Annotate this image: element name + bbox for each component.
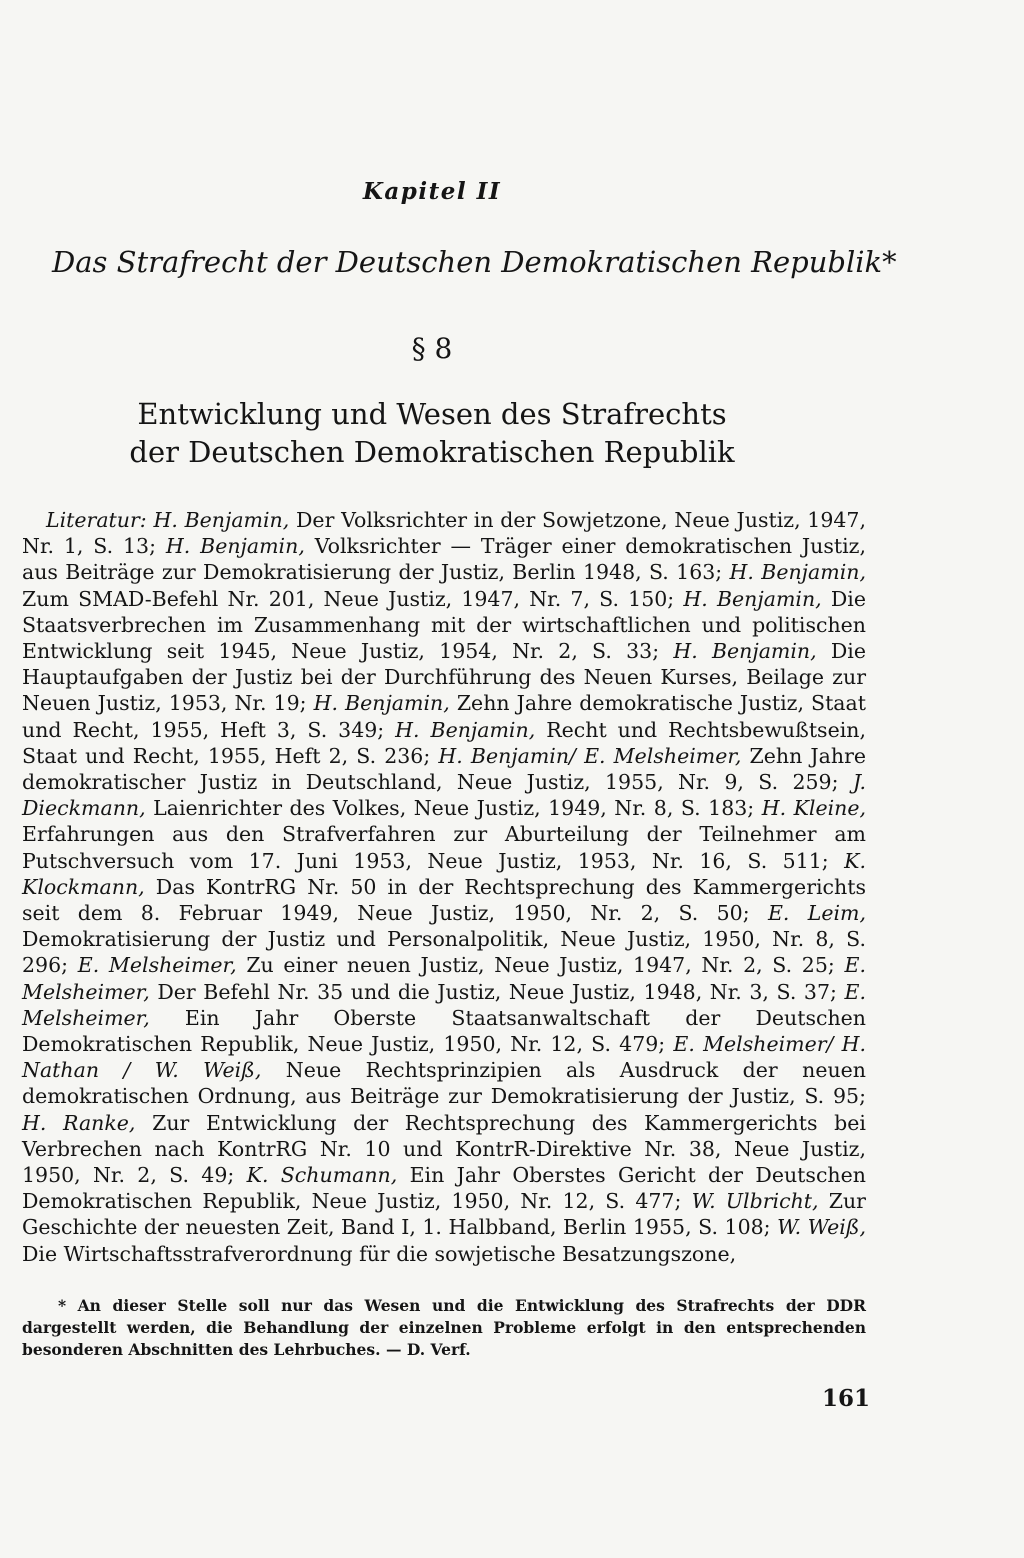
chapter-title: Das Strafrecht der Deutschen Demokratischen Republik* [52, 245, 897, 279]
literature-entry-text: Der Befehl Nr. 35 und die Justiz, Neue Justiz, 1948, Nr. 3, S. 37; [157, 979, 837, 1004]
literature-entry-author: H. Benjamin, [683, 586, 822, 611]
literature-entry-author: H. Benjamin, [729, 560, 866, 585]
literature-entry-author: H. Ranke, [22, 1110, 136, 1135]
literature-entry-author: W. Weiß, [777, 1215, 866, 1240]
literature-entry-text: Volksrichter — Träger einer demokratischen Justiz, aus Beiträge zur Demokratisierung der Justiz, Berlin 1948, S. 163; [22, 534, 866, 585]
literature-entry-text: Zu einer neuen Justiz, Neue Justiz, 1947, Nr. 2, S. 25; [246, 953, 835, 978]
section-title-line-1: Entwicklung und Wesen des Strafrechts [137, 397, 727, 431]
section-title-line-2: der Deutschen Demokratischen Republik [129, 435, 735, 469]
literature-entry-text: Die Wirtschaftsstrafverordnung für die sowjetische Besatzungszone, [22, 1241, 737, 1266]
chapter-label: Kapitel II [362, 178, 502, 205]
literature-entry-text: Neue Rechtsprinzipien als Ausdruck der neuen demokratischen Ordnung, aus Beiträge zur Demokratisierung der Justiz, S. 95; [22, 1058, 866, 1109]
literature-entry [68, 953, 835, 977]
literature-entry-text: Zehn Jahre demokratischer Justiz in Deutschland, Neue Justiz, 1955, Nr. 9, S. 259; [22, 743, 867, 795]
literature-entry-text: Zur Geschichte der neuesten Zeit, Band I, 1. Halbband, Berlin 1955, S. 108; [22, 1189, 866, 1240]
page-number: 161 [822, 1385, 871, 1412]
literature-entry-text: Zum SMAD-Befehl Nr. 201, Neue Justiz, 1947, Nr. 7, S. 150; [22, 586, 675, 611]
literature-entry-author: K. Schumann, [246, 1163, 398, 1188]
literature-entry-author: H. Kleine, [761, 796, 866, 821]
literature-entry-text: Recht und Rechtsbewußtsein, Staat und Recht, 1955, Heft 2, S. 236; [22, 717, 866, 768]
literature-entry-author: J. Dieckmann, [22, 770, 866, 821]
literature-entry-text: Ein Jahr Oberstes Gericht der Deutschen Demokratischen Republik, Neue Justiz, 1950, Nr. 12, S. 477; [22, 1163, 866, 1214]
literature-entry-author: E. Melsheimer, [22, 979, 866, 1030]
literature-entry-text: Die Hauptaufgaben der Justiz bei der Durchführung des Neuen Kurses, Beilage zur Neuen Justiz, 1953, Nr. 19; [22, 639, 866, 716]
footnote: * An dieser Stelle soll nur das Wesen und die Entwicklung des Strafrechts der DDR dargestellt werden, die Behandlung der einzelnen Probleme erfolgt in den entsprechenden besonderen Abschnitten des Lehrbuches. — D. Verf. [22, 1296, 866, 1359]
literature-entry-author: E. Melsheimer, [77, 953, 237, 978]
literature-entry-text: Laienrichter des Volkes, Neue Justiz, 1949, Nr. 8, S. 183; [153, 796, 755, 821]
literature-entry-author: E. Melsheimer, [22, 953, 866, 1004]
literature-entry-text: Demokratisierung der Justiz und Personalpolitik, Neue Justiz, 1950, Nr. 8, S. 296; [22, 927, 866, 978]
literature-entry-text: Zehn Jahre demokratische Justiz, Staat und Recht, 1955, Heft 3, S. 349; [22, 691, 866, 742]
literature-entry-author: K. Klockmann, [22, 848, 866, 899]
literature-entry-text: Zur Entwicklung der Rechtsprechung des Kammergerichts bei Verbrechen nach KontrRG Nr. 10 und KontrR-Direktive Nr. 38, Neue Justiz, 1950, Nr. 2, S. 49; [22, 1110, 866, 1188]
literature-paragraph [22, 507, 866, 1267]
literature-entry-text: Der Volksrichter in der Sowjetzone, Neue Justiz, 1947, Nr. 1, S. 13; [22, 508, 866, 559]
literature-entry-author: H. Benjamin, [313, 691, 450, 716]
section-title [0, 395, 864, 471]
literature-entry-text: Ein Jahr Oberste Staatsanwaltschaft der Deutschen Demokratischen Republik, Neue Justiz, 1950, Nr. 12, S. 479; [22, 1005, 866, 1057]
literature-entry-author: H. Benjamin, [165, 534, 305, 559]
literature-entry-text: Das KontrRG Nr. 50 in der Rechtsprechung des Kammergerichts seit dem 8. Februar 1949, Neue Justiz, 1950, Nr. 2, S. 50; [22, 874, 866, 926]
literature-entry-author: H. Benjamin, [673, 639, 817, 664]
literature-entry-author: W. Ulbricht, [691, 1189, 819, 1214]
section-number: § 8 [411, 332, 453, 365]
literature-entry-author: H. Benjamin, [395, 717, 536, 742]
literature-entry-text: Die Staatsverbrechen im Zusammenhang mit der wirtschaftlichen und politischen Entwicklung seit 1945, Neue Justiz, 1954, Nr. 2, S. 33; [22, 586, 866, 664]
literature-label: Literatur: [46, 508, 147, 532]
literature-entry-text: Erfahrungen aus den Strafverfahren zur Aburteilung der Teilnehmer am Putschversuch vom 17. Juni 1953, Neue Justiz, 1953, Nr. 16, S. 511; [22, 822, 866, 873]
literature-entry-author: H. Benjamin/ E. Melsheimer, [438, 743, 742, 768]
literature-entries [22, 508, 866, 1266]
literature-entry-author: H. Benjamin, [153, 508, 290, 532]
literature-entry-author: E. Leim, [767, 901, 866, 926]
literature-entry-author: E. Melsheimer/ H. Nathan / W. Weiß, [22, 1032, 866, 1083]
